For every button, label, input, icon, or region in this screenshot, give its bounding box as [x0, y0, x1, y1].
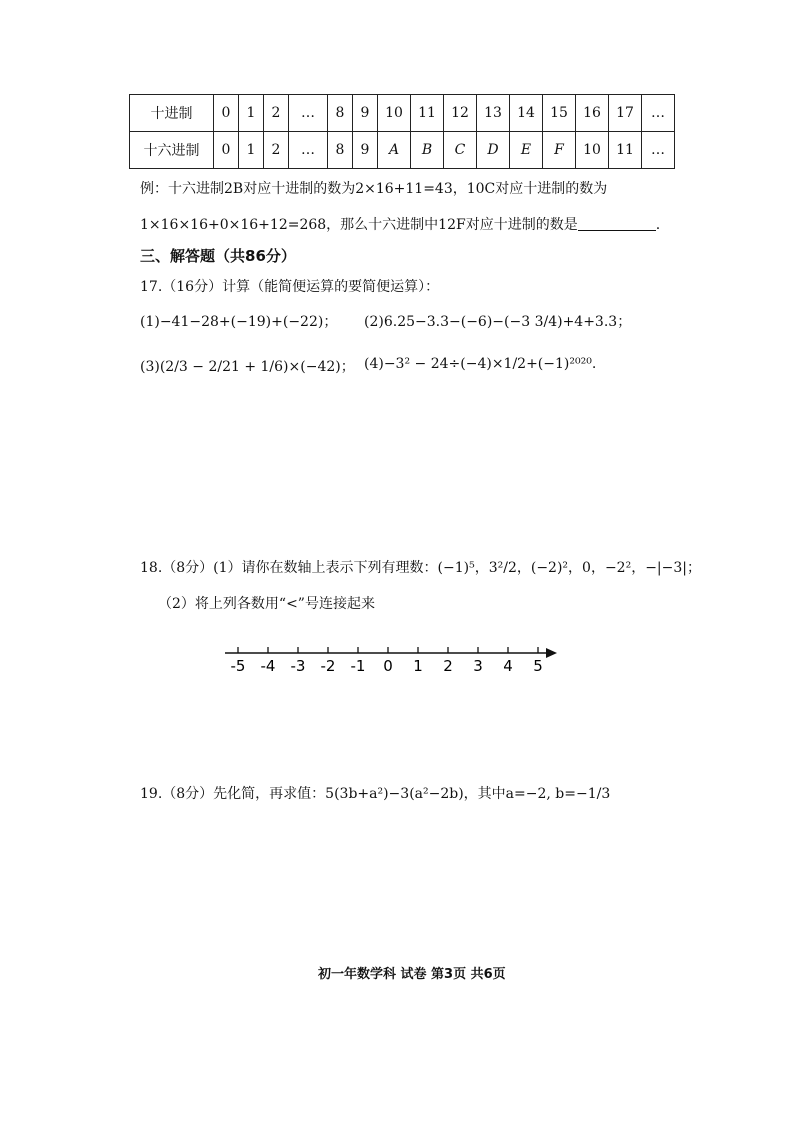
- table-cell: 13: [477, 95, 510, 132]
- table-cell: …: [289, 132, 328, 169]
- axis-tick-label: -2: [320, 657, 336, 675]
- q17-title: 17.（16分）计算（能简便运算的要简便运算）：: [140, 279, 440, 295]
- period: .: [655, 217, 661, 233]
- table-cell: …: [642, 132, 675, 169]
- table-cell: B: [411, 132, 444, 169]
- example-line-2: [140, 214, 660, 234]
- table-cell: 12: [444, 95, 477, 132]
- axis-ticks: [231, 647, 543, 675]
- table-cell: 9: [353, 132, 378, 169]
- table-row-hex: [130, 132, 675, 169]
- table-cell: 1: [239, 95, 264, 132]
- hex-decimal-table: [129, 94, 675, 169]
- row-label: 十进制: [130, 95, 214, 132]
- page-footer: 初一年数学科 试卷 第3页 共6页: [318, 967, 506, 982]
- answer-blank: [578, 216, 656, 231]
- table-cell: 11: [411, 95, 444, 132]
- table-cell: 2: [264, 95, 289, 132]
- axis-tick-label: 2: [443, 657, 453, 675]
- axis-tick-label: 1: [413, 657, 423, 675]
- table-cell: 16: [576, 95, 609, 132]
- q19-text: 19.（8分）先化简，再求值：5(3b+a²)−3(a²−2b)，其中a=−2, b=−1/3: [140, 786, 611, 802]
- table-cell: …: [642, 95, 675, 132]
- axis-tick-label: -3: [290, 657, 306, 675]
- table-cell: 9: [353, 95, 378, 132]
- number-line: [220, 640, 565, 680]
- table-cell: 8: [328, 132, 353, 169]
- table-cell: 10: [576, 132, 609, 169]
- table-cell: 1: [239, 132, 264, 169]
- axis-tick-label: -5: [230, 657, 246, 675]
- q18-line-2: （2）将上列各数用“<”号连接起来: [158, 596, 375, 612]
- axis-tick-label: 3: [473, 657, 483, 675]
- axis-tick-label: 4: [503, 657, 513, 675]
- section-title: 三、解答题（共86分）: [140, 247, 296, 265]
- table-cell: 14: [510, 95, 543, 132]
- table-cell: 8: [328, 95, 353, 132]
- table-cell: E: [510, 132, 543, 169]
- table-cell: 2: [264, 132, 289, 169]
- row-label: 十六进制: [130, 132, 214, 169]
- table-cell: 11: [609, 132, 642, 169]
- table-row-decimal: [130, 95, 675, 132]
- table-cell: F: [543, 132, 576, 169]
- table-cell: …: [289, 95, 328, 132]
- table-cell: 0: [214, 132, 239, 169]
- table-cell: A: [378, 132, 411, 169]
- table-cell: 10: [378, 95, 411, 132]
- table-cell: 15: [543, 95, 576, 132]
- table-cell: D: [477, 132, 510, 169]
- axis-tick-label: 0: [383, 657, 393, 675]
- table-cell: 17: [609, 95, 642, 132]
- arrow-head-icon: [546, 648, 557, 658]
- q17-part-2: (2)6.25−3.3−(−6)−(−3 3/4)+4+3.3；: [364, 314, 632, 330]
- axis-tick-label: -4: [260, 657, 276, 675]
- q18-line-1: 18.（8分）(1）请你在数轴上表示下列有理数：(−1)⁵，3²/2，(−2)²，0，−2²，−|−3|；: [140, 560, 701, 576]
- table-cell: 0: [214, 95, 239, 132]
- example-line-1: 例：十六进制2B对应十进制的数为2×16+11=43，10C对应十进制的数为: [140, 181, 608, 197]
- axis-tick-label: -1: [350, 657, 366, 675]
- q17-part-3: (3)(2/3 − 2/21 + 1/6)×(−42)；: [140, 359, 355, 375]
- example-line-2-text: 1×16×16+0×16+12=268，那么十六进制中12F对应十进制的数是: [140, 217, 578, 233]
- table-cell: C: [444, 132, 477, 169]
- q17-part-4: (4)−3² − 24÷(−4)×1/2+(−1)²⁰²⁰.: [364, 356, 597, 372]
- axis-tick-label: 5: [533, 657, 543, 675]
- q17-part-1: (1)−41−28+(−19)+(−22)；: [140, 314, 338, 330]
